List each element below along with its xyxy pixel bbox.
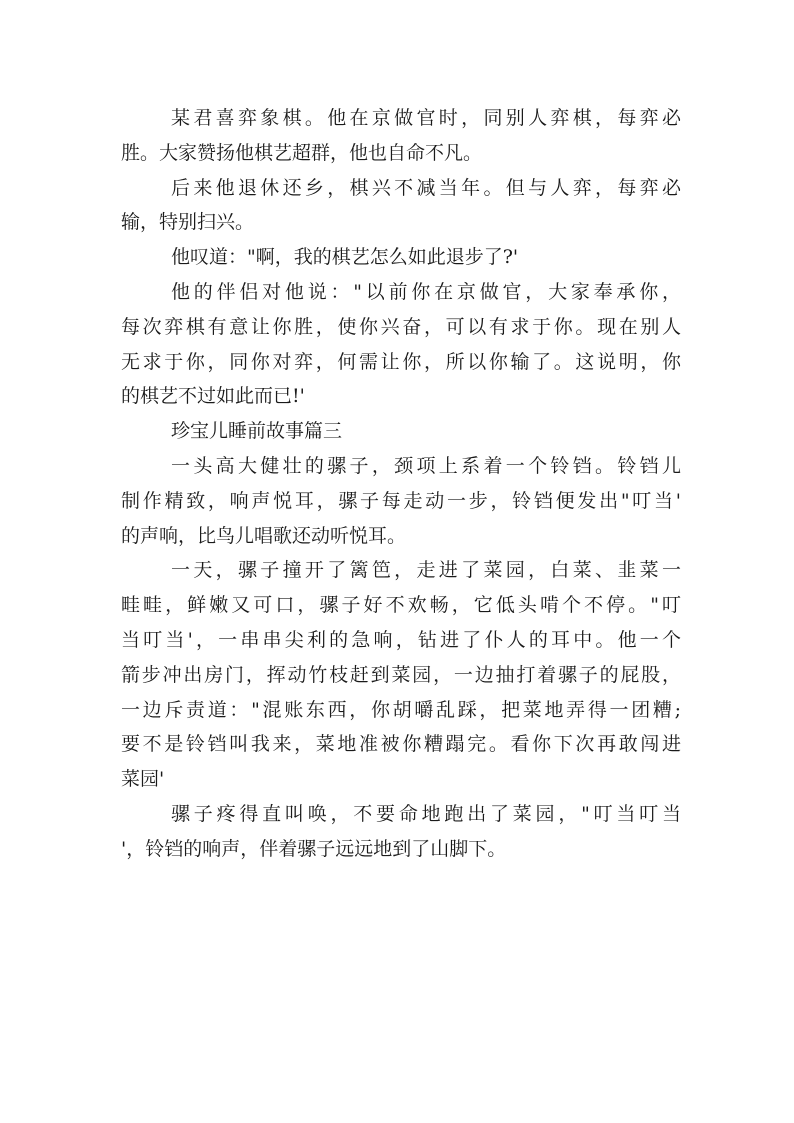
document-body (121, 101, 681, 867)
paragraph-6-line-3: 当叮当'，一串串尖利的急响，钻进了仆人的耳中。他一个 (121, 628, 681, 651)
paragraph-2-line-1: 后来他退休还乡，棋兴不减当年。但与人弈，每弈必 (171, 176, 681, 199)
paragraph-6-line-2: 畦畦，鲜嫩又可口，骡子好不欢畅，它低头啃个不停。"叮 (121, 594, 681, 617)
paragraph-3-line-1: 他叹道："啊，我的棋艺怎么如此退步了?' (171, 246, 519, 269)
paragraph-4-line-3: 无求于你，同你对弈，何需让你，所以你输了。这说明，你 (121, 350, 681, 373)
paragraph-4-line-1: 他的伴侣对他说："以前你在京做官，大家奉承你， (171, 280, 681, 303)
paragraph-6-line-5: 一边斥责道："混账东西，你胡嚼乱踩，把菜地弄得一团糟; (121, 698, 681, 721)
paragraph-6-line-1: 一天，骡子撞开了篱笆，走进了菜园，白菜、韭菜一 (171, 559, 681, 582)
paragraph-5-line-1: 一头高大健壮的骡子，颈项上系着一个铃铛。铃铛儿 (171, 454, 681, 477)
paragraph-1-line-2: 胜。大家赞扬他棋艺超群，他也自命不凡。 (121, 141, 483, 164)
paragraph-1-line-1: 某君喜弈象棋。他在京做官时，同别人弈棋，每弈必 (171, 107, 681, 129)
paragraph-4-line-4: 的棋艺不过如此而已!' (121, 385, 305, 408)
paragraph-2-line-2: 输，特别扫兴。 (121, 211, 255, 234)
paragraph-4-line-2: 每次弈棋有意让你胜，使你兴奋，可以有求于你。现在别人 (121, 315, 681, 338)
paragraph-6-line-6: 要不是铃铛叫我来，菜地准被你糟蹋完。看你下次再敢闯进 (121, 733, 681, 756)
paragraph-7-line-2: '，铃铛的响声，伴着骡子远远地到了山脚下。 (121, 837, 507, 860)
section-heading: 珍宝儿睡前故事篇三 (171, 420, 343, 443)
paragraph-5-line-3: 的声响，比鸟儿唱歌还动听悦耳。 (121, 524, 407, 547)
paragraph-6-line-7: 菜园' (121, 768, 165, 791)
paragraph-5-line-2: 制作精致，响声悦耳，骡子每走动一步，铃铛便发出"叮当' (121, 489, 681, 512)
paragraph-7-line-1: 骡子疼得直叫唤，不要命地跑出了菜园，"叮当叮当 (171, 802, 681, 825)
paragraph-6-line-4: 箭步冲出房门，挥动竹枝赶到菜园，一边抽打着骡子的屁股， (121, 663, 681, 686)
